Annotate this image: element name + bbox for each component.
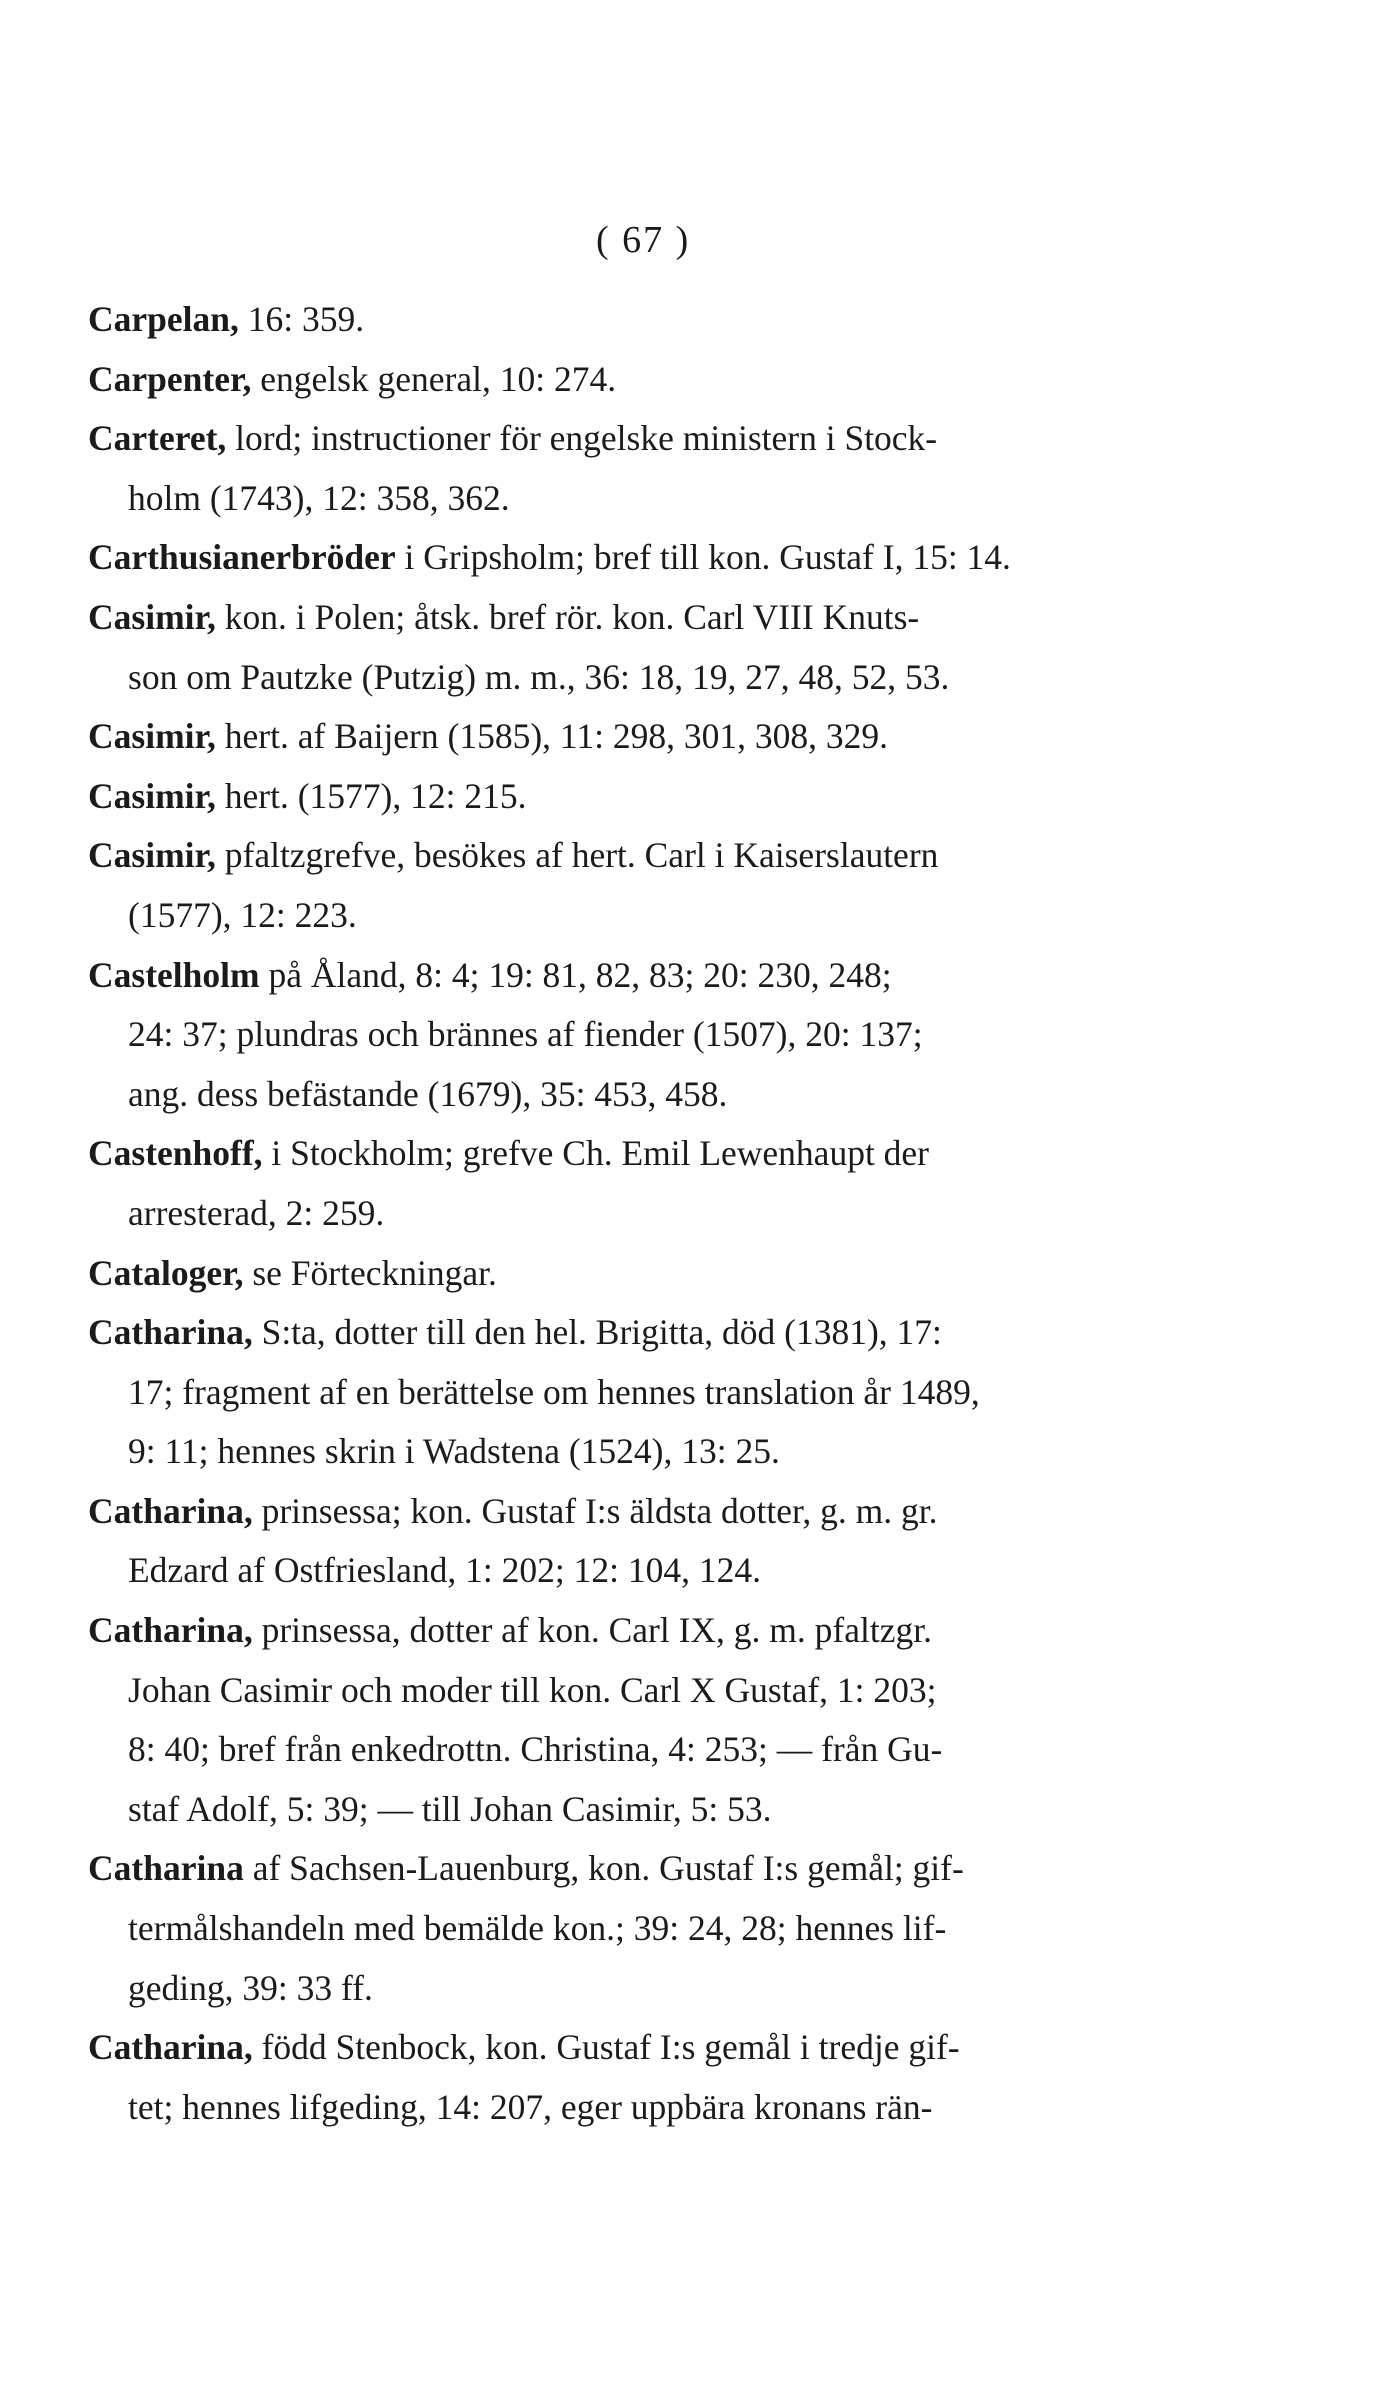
index-entry [88,1244,1148,1304]
entry-continuation-line: arresterad, 2: 259. [128,1192,385,1233]
entry-line [88,707,1148,767]
index-entry [88,528,1148,588]
entry-continuation-line: geding, 39: 33 ff. [128,1967,373,2008]
index-entry [88,826,1148,945]
entry-continuation-line: 8: 40; bref från enkedrottn. Christina, 4: 253; — från Gu- [128,1729,943,1770]
entry-continuation-line: termålshandeln med bemälde kon.; 39: 24, 28; hennes lif- [128,1908,947,1949]
index-entries [88,290,1148,2137]
entry-headword: Catharina, [88,1610,253,1651]
entry-text: prinsessa; kon. Gustaf I:s äldsta dotter, g. m. gr. [252,1490,938,1531]
entry-line [88,2018,1148,2078]
entry-headword: Casimir, [88,775,216,816]
index-entry [88,1601,1148,1839]
entry-headword: Casimir, [88,596,216,637]
entry-headword: Carthusianerbröder [88,537,396,578]
index-entry [88,1124,1148,1243]
index-entry [88,767,1148,827]
index-entry [88,1303,1148,1482]
entry-headword: Catharina [88,1848,244,1889]
entry-continuation-line: 24: 37; plundras och brännes af fiender (1507), 20: 137; [128,1014,923,1055]
entry-text: i Stockholm; grefve Ch. Emil Lewenhaupt der [262,1133,930,1174]
entry-line [88,290,1148,350]
entry-continuation-line: holm (1743), 12: 358, 362. [128,477,510,518]
entry-line [88,588,1148,648]
entry-headword: Castelholm [88,954,260,995]
index-entry [88,1839,1148,2018]
entry-text: född Stenbock, kon. Gustaf I:s gemål i tredje gif- [252,2027,960,2068]
index-entry [88,409,1148,528]
entry-text: prinsessa, dotter af kon. Carl IX, g. m. pfaltzgr. [252,1610,932,1651]
entry-text: hert. (1577), 12: 215. [215,775,527,816]
entry-continuation-line: 9: 11; hennes skrin i Wadstena (1524), 13: 25. [128,1431,780,1472]
entry-line [88,826,1148,886]
entry-line [88,1303,1148,1363]
page-number: ( 67 ) [596,219,691,261]
entry-text: se Förteckningar. [243,1252,497,1293]
entry-continuation-line: tet; hennes lifgeding, 14: 207, eger uppbära kronans rän- [128,2086,933,2127]
entry-continuation-line: Edzard af Ostfriesland, 1: 202; 12: 104, 124. [128,1550,761,1591]
entry-text: hert. af Baijern (1585), 11: 298, 301, 308, 329. [215,716,888,757]
entry-line [88,1601,1148,1661]
entry-continuation-line: ang. dess befästande (1679), 35: 453, 458. [128,1073,728,1114]
entry-text: i Gripsholm; bref till kon. Gustaf I, 15: 14. [395,537,1011,578]
index-entry [88,290,1148,350]
entry-headword: Castenhoff, [88,1133,263,1174]
entry-line [88,946,1148,1006]
entry-text: S:ta, dotter till den hel. Brigitta, död (1381), 17: [252,1312,942,1353]
entry-continuation-line: Johan Casimir och moder till kon. Carl X Gustaf, 1: 203; [128,1669,937,1710]
index-entry [88,1482,1148,1601]
entry-text: af Sachsen-Lauenburg, kon. Gustaf I:s gemål; gif- [243,1848,964,1889]
entry-headword: Catharina, [88,1490,253,1531]
entry-headword: Carpelan, [88,299,239,339]
entry-headword: Casimir, [88,716,216,757]
entry-headword: Catharina, [88,2027,253,2068]
entry-text: 16: 359. [238,299,365,339]
entry-text: på Åland, 8: 4; 19: 81, 82, 83; 20: 230, 248; [259,954,892,995]
index-entry [88,350,1148,410]
entry-headword: Cataloger, [88,1252,244,1293]
entry-text: pfaltzgrefve, besökes af hert. Carl i Kaiserslautern [215,835,939,876]
index-entry [88,588,1148,707]
entry-line [88,409,1148,469]
entry-continuation-line: son om Pautzke (Putzig) m. m., 36: 18, 19, 27, 48, 52, 53. [128,656,950,697]
entry-line [88,350,1148,410]
entry-continuation-line: 17; fragment af en berättelse om hennes translation år 1489, [128,1371,980,1412]
entry-text: engelsk general, 10: 274. [251,358,617,399]
entry-headword: Carteret, [88,418,227,459]
entry-line [88,767,1148,827]
entry-text: lord; instructioner för engelske ministern i Stock- [226,418,938,459]
entry-line [88,1124,1148,1184]
entry-continuation-line: (1577), 12: 223. [128,894,357,935]
entry-text: kon. i Polen; åtsk. bref rör. kon. Carl VIII Knuts- [215,596,920,637]
index-entry [88,707,1148,767]
entry-headword: Casimir, [88,835,216,876]
entry-line [88,1839,1148,1899]
entry-headword: Carpenter, [88,358,252,399]
entry-continuation-line: staf Adolf, 5: 39; — till Johan Casimir, 5: 53. [128,1788,772,1829]
entry-headword: Catharina, [88,1312,253,1353]
entry-line [88,1482,1148,1542]
index-entry [88,946,1148,1125]
entry-line [88,1244,1148,1304]
index-entry [88,2018,1148,2137]
entry-line [88,528,1148,588]
